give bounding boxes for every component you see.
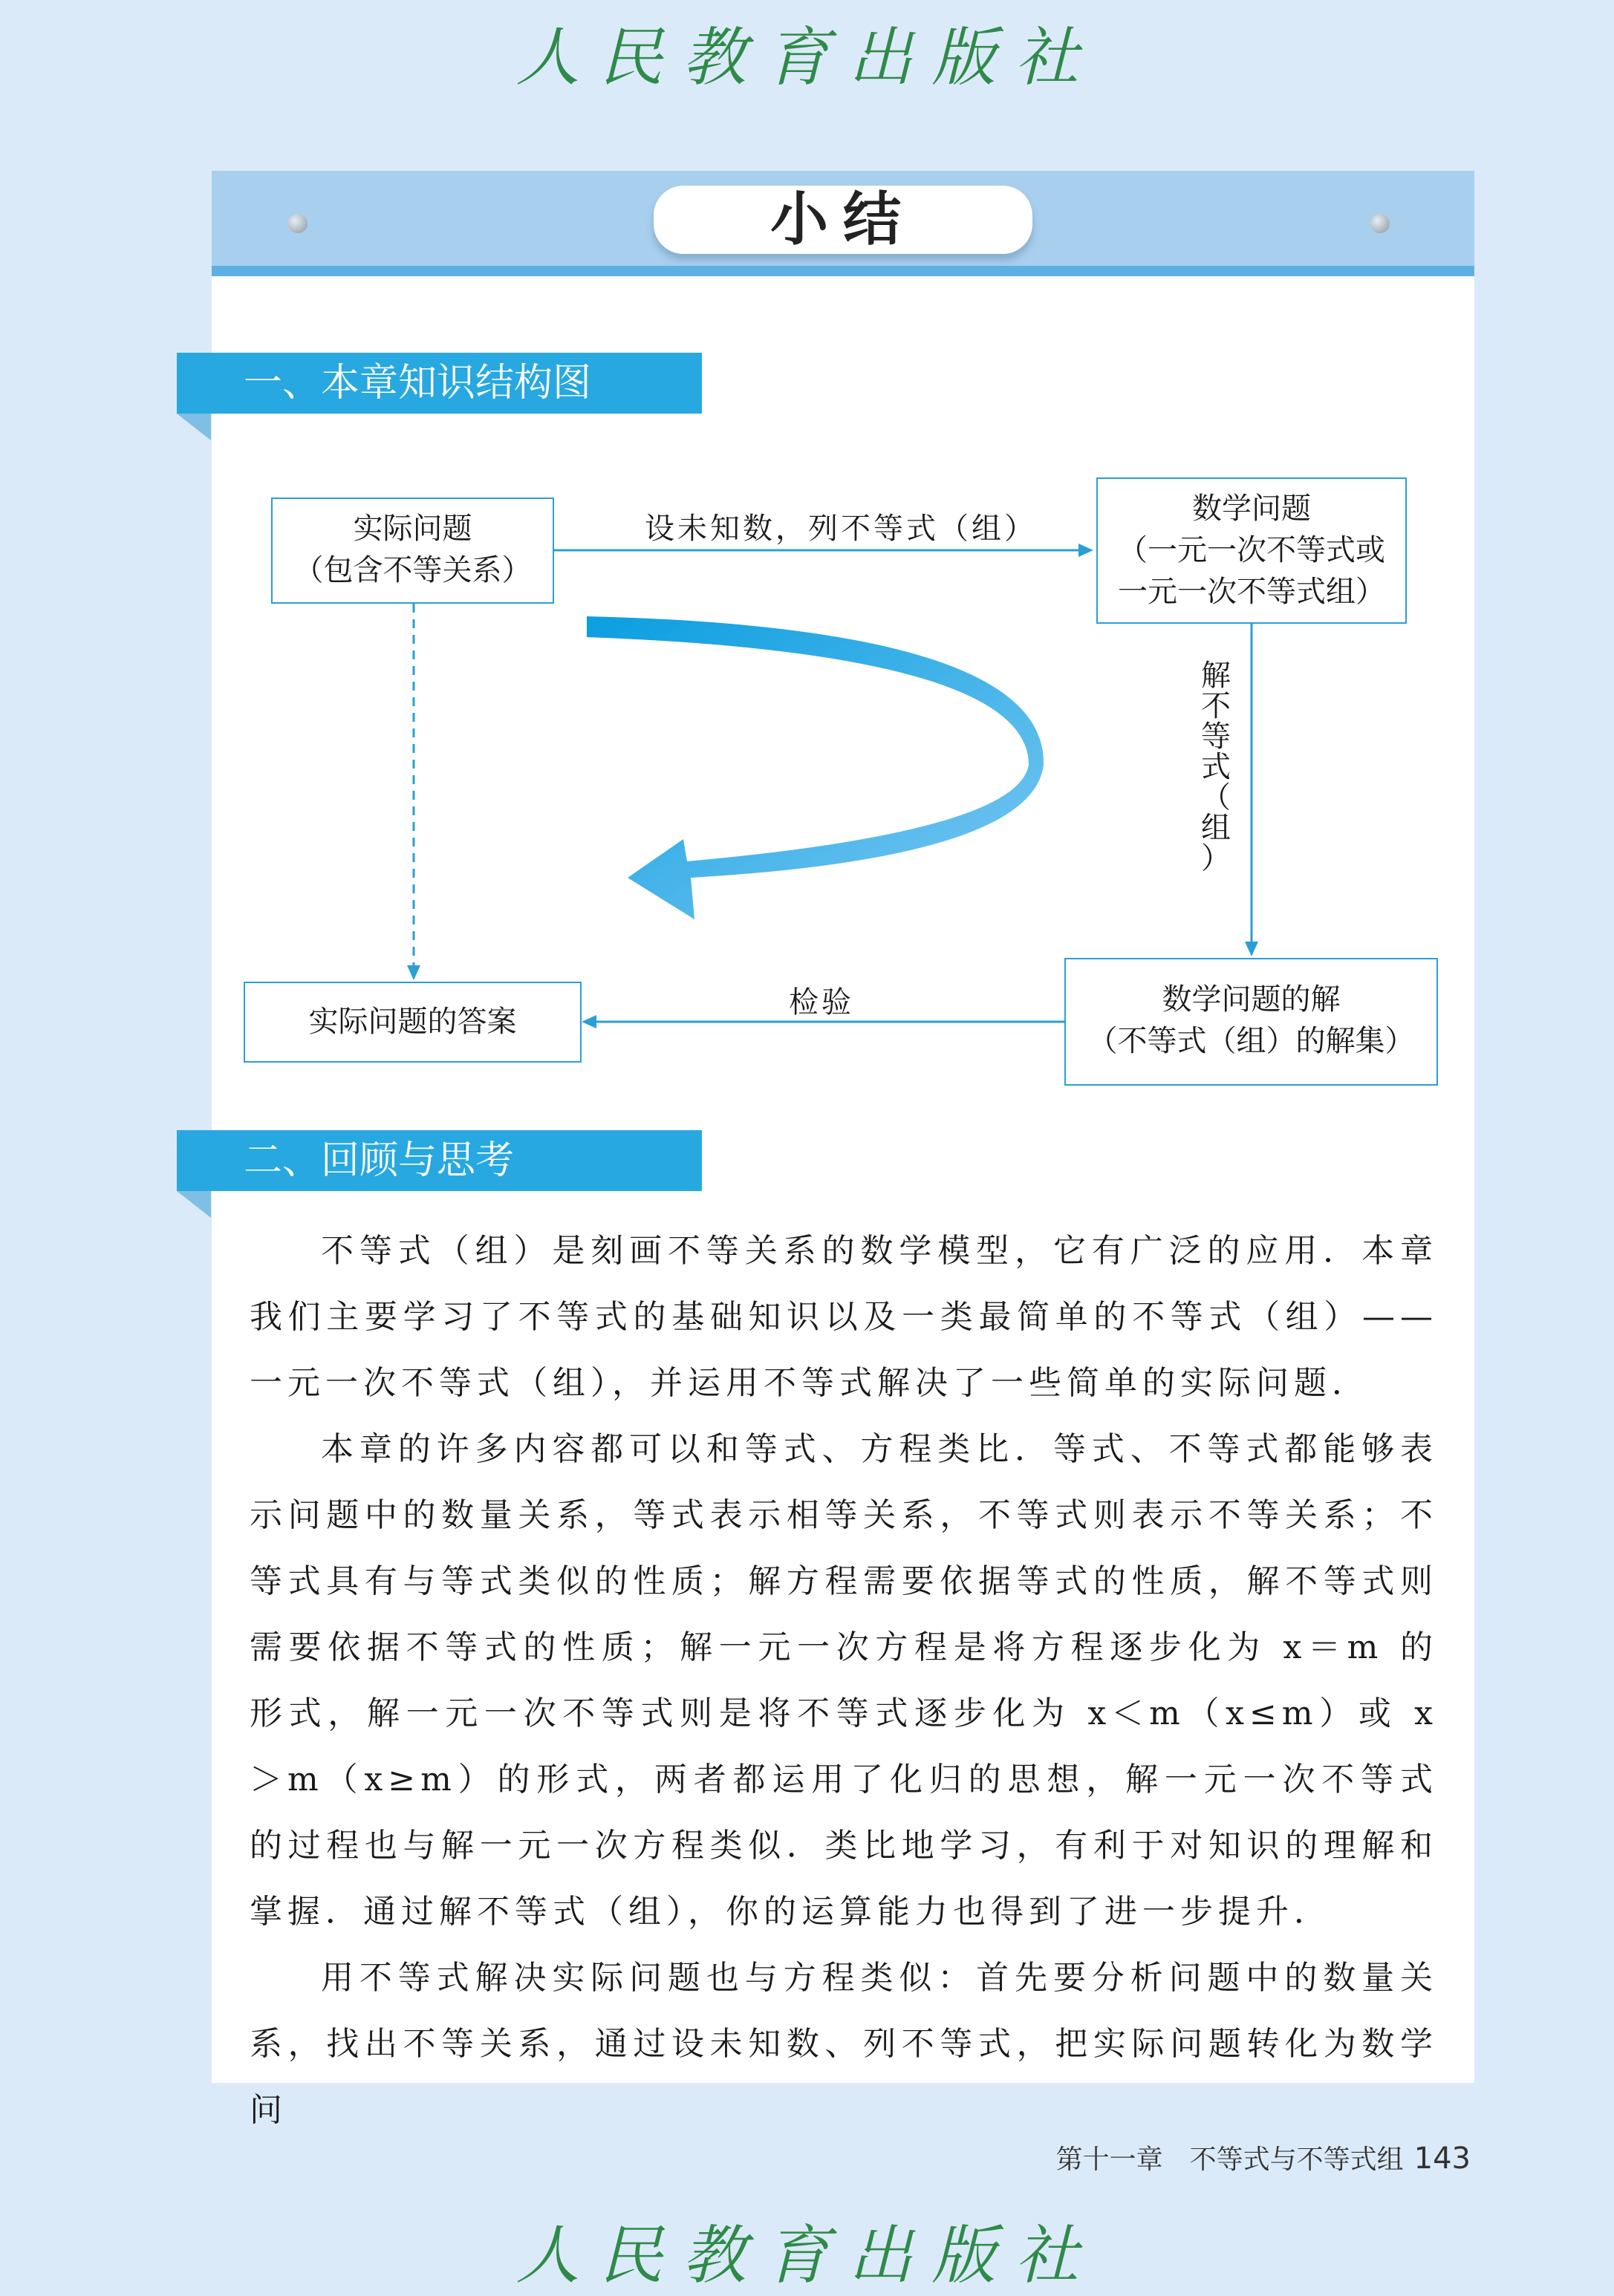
box-math-problem: 数学问题 （一元一次不等式或 一元一次不等式组） xyxy=(1096,477,1407,624)
section-heading-review: 二、回顾与思考 xyxy=(177,1130,702,1191)
section-heading-fold xyxy=(177,1191,211,1218)
paragraph: 本章的许多内容都可以和等式、方程类比．等式、不等式都能够表示问题中的数量关系，等式表示相等关系，不等式则表示不等关系；不等式具有与等式类似的性质；解方程需要依据等式的性质，解不等式则需要依据不等式的性质；解一元一次方程是将方程逐步化为 x＝m 的形式，解一元一次不等式则是将不等式逐步化为 x＜m（x≤m）或 x＞m（x≥m）的形式，两者都运用了化归的思想，解一元一次不等式的过程也与解一元一次方程类似．类比地学习，有利于对知识的理解和掌握．通过解不等式（组），你的运算能力也得到了进一步提升． xyxy=(250,1430,1438,1931)
publisher-logo-bottom: 人民教育出版社 xyxy=(515,2219,1099,2293)
review-text xyxy=(250,1218,1438,2143)
publisher-logo-top: 人民教育出版社 xyxy=(515,21,1099,95)
page-title: 小结 xyxy=(654,186,1032,254)
box-real-answer: 实际问题的答案 xyxy=(244,982,582,1063)
page-number: 143 xyxy=(1413,2142,1471,2176)
box-math-solution: 数学问题的解 （不等式（组）的解集） xyxy=(1064,958,1438,1086)
paragraph: 不等式（组）是刻画不等关系的数学模型，它有广泛的应用．本章我们主要学习了不等式的基础知识以及一类最简单的不等式（组）——一元一次不等式（组），并运用不等式解决了一些简单的实际问题． xyxy=(250,1232,1438,1402)
box-real-problem: 实际问题 （包含不等关系） xyxy=(271,498,554,604)
page-footer xyxy=(1040,2139,1471,2176)
curved-return-arrow xyxy=(587,616,1044,919)
chapter-title: 第十一章 不等式与不等式组 xyxy=(1055,2145,1404,2175)
paragraph: 用不等式解决实际问题也与方程类似：首先要分析问题中的数量关系，找出不等关系，通过设未知数、列不等式，把实际问题转化为数学问 xyxy=(250,1959,1438,2129)
label-solve-inequality: 解 不 等 式 （ 组 ） xyxy=(1201,659,1231,875)
label-set-unknown: 设未知数，列不等式（组） xyxy=(645,512,1037,546)
section-heading-structure: 一、本章知识结构图 xyxy=(177,353,702,414)
label-check: 检验 xyxy=(789,985,854,1020)
